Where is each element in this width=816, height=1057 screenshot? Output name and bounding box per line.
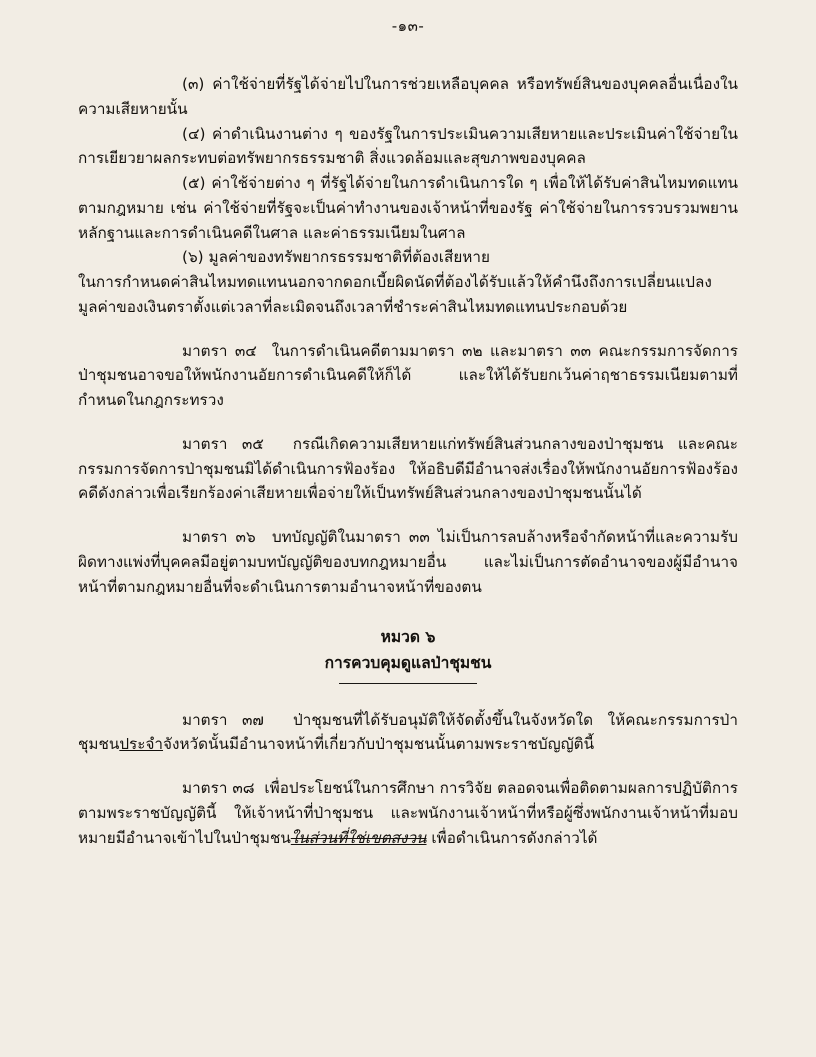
paragraph-lead-label: (๔) <box>182 124 206 143</box>
section-34 <box>78 339 738 413</box>
paragraph-lead-label: (๓) <box>182 75 205 93</box>
section-lead-label: มาตรา ๓๖ <box>182 528 256 547</box>
document-body <box>78 72 738 850</box>
page-number: -๑๓- <box>391 17 425 35</box>
paragraph-text: ค่าใช้จ่ายต่าง ๆ ที่รัฐได้จ่ายในการดำเนินการใด ๆ เพื่อให้ได้รับค่าสินไหมทดแทนตามกฎหมาย เช่น ค่าใช้จ่ายที่รัฐจะเป็นค่าทำงานของเจ้าหน้าที่ของรัฐ ค่าใช้จ่ายในการรวบรวมพยานหลักฐานและการดำเนินคดีในศาล และค่าธรรมเนียมในศาล <box>78 174 738 242</box>
section-text-struck: ในส่วนที่ใช่เขตสงวน <box>290 828 427 847</box>
section-text-after: เพื่อดำเนินการดังกล่าวได้ <box>431 828 598 847</box>
paragraph-text: มูลค่าของทรัพยากรธรรมชาติที่ต้องเสียหาย <box>208 248 490 267</box>
section-text: บทบัญญัติในมาตรา ๓๓ ไม่เป็นการลบล้างหรือจำกัดหน้าที่และความรับผิดทางแพ่งที่บุคคลมีอยู่ตามบทบัญญัติของบทกฎหมายอื่น และไม่เป็นการตัดอำนาจของผู้มีอำนาจหน้าที่ตามกฎหมายอื่นที่จะดำเนินการตามอำนาจหน้าที่ของตน <box>78 528 738 596</box>
paragraph-item-4 <box>78 122 738 172</box>
chapter-title: หมวด ๖ <box>380 627 436 646</box>
spacer <box>78 757 738 776</box>
spacer <box>78 684 738 708</box>
section-text-underlined: ประจำ <box>119 735 164 754</box>
spacer <box>78 600 738 624</box>
section-37 <box>78 708 738 758</box>
paragraph-lead-label: (๕) <box>182 174 206 193</box>
paragraph-text: ค่าดำเนินงานต่าง ๆ ของรัฐในการประเมินความเสียหายและประเมินค่าใช้จ่ายในการเยียวยาผลกระทบต่อทรัพยากรธรรมชาติ สิ่งแวดล้อมและสุขภาพของบุคคล <box>78 124 738 168</box>
section-lead-label: มาตรา ๓๕ <box>182 434 264 453</box>
paragraph-item-3 <box>78 72 738 122</box>
spacer <box>78 506 738 525</box>
section-lead-label: มาตรา ๓๔ <box>182 341 257 360</box>
chapter-subtitle: การควบคุมดูแลป่าชุมชน <box>324 654 492 673</box>
section-text-before: ป่าชุมชนที่ได้รับอนุมัติให้จัดตั้งขึ้นในจังหวัดใด ให้คณะกรรมการป่าชุมชน <box>78 710 738 754</box>
paragraph-text: ค่าใช้จ่ายที่รัฐได้จ่ายไปในการช่วยเหลือบุคคล หรือทรัพย์สินของบุคคลอื่นเนื่องในความเสียหายนั้น <box>78 75 738 118</box>
spacer <box>78 413 738 432</box>
section-text: กรณีเกิดความเสียหายแก่ทรัพย์สินส่วนกลางของป่าชุมชน และคณะกรรมการจัดการป่าชุมชนมิได้ดำเนินการฟ้องร้อง ให้อธิบดีมีอำนาจส่งเรื่องให้พนักงานอัยการฟ้องร้องคดีดังกล่าวเพื่อเรียกร้องค่าเสียหายเพื่อจ่ายให้เป็นทรัพย์สินส่วนกลางของป่าชุมชนนั้นได้ <box>78 434 738 503</box>
section-lead-label: มาตรา ๓๗ <box>182 710 264 729</box>
spacer <box>78 320 738 339</box>
paragraph-text: ในการกำหนดค่าสินไหมทดแทนนอกจากดอกเบี้ยผิดนัดที่ต้องได้รับแล้วให้คำนึงถึงการเปลี่ยนแปลงมูลค่าของเงินตราตั้งแต่เวลาที่ละเมิดจนถึงเวลาที่ชำระค่าสินไหมทดแทนประกอบด้วย <box>78 273 712 316</box>
section-text-before: เพื่อประโยชน์ในการศึกษา การวิจัย ตลอดจนเพื่อติดตามผลการปฏิบัติการตามพระราชบัญญัตินี้ ให้เจ้าหน้าที่ป่าชุมชน และพนักงานเจ้าหน้าที่หรือผู้ซึ่งพนักงานเจ้าหน้าที่มอบหมายมีอำนาจเข้าไปในป่าชุมชน <box>78 779 738 847</box>
paragraph-lead-label: (๖) <box>182 248 204 267</box>
section-35 <box>78 432 738 506</box>
paragraph-closing-note <box>78 270 738 320</box>
section-text: ในการดำเนินคดีตามมาตรา ๓๒ และมาตรา ๓๓ คณะกรรมการจัดการป่าชุมชนอาจขอให้พนักงานอัยการดำเนินคดีให้ก็ได้ และให้ได้รับยกเว้นค่าฤชาธรรมเนียมตามที่กำหนดในกฎกระทรวง <box>78 341 739 410</box>
paragraph-item-6 <box>78 245 738 270</box>
paragraph-item-5 <box>78 171 738 245</box>
section-lead-label: มาตรา ๓๘ <box>182 779 255 798</box>
section-text-after: จังหวัดนั้นมีอำนาจหน้าที่เกี่ยวกับป่าชุมชนนั้นตามพระราชบัญญัตินี้ <box>163 735 595 754</box>
section-36 <box>78 525 738 599</box>
section-38 <box>78 776 738 850</box>
